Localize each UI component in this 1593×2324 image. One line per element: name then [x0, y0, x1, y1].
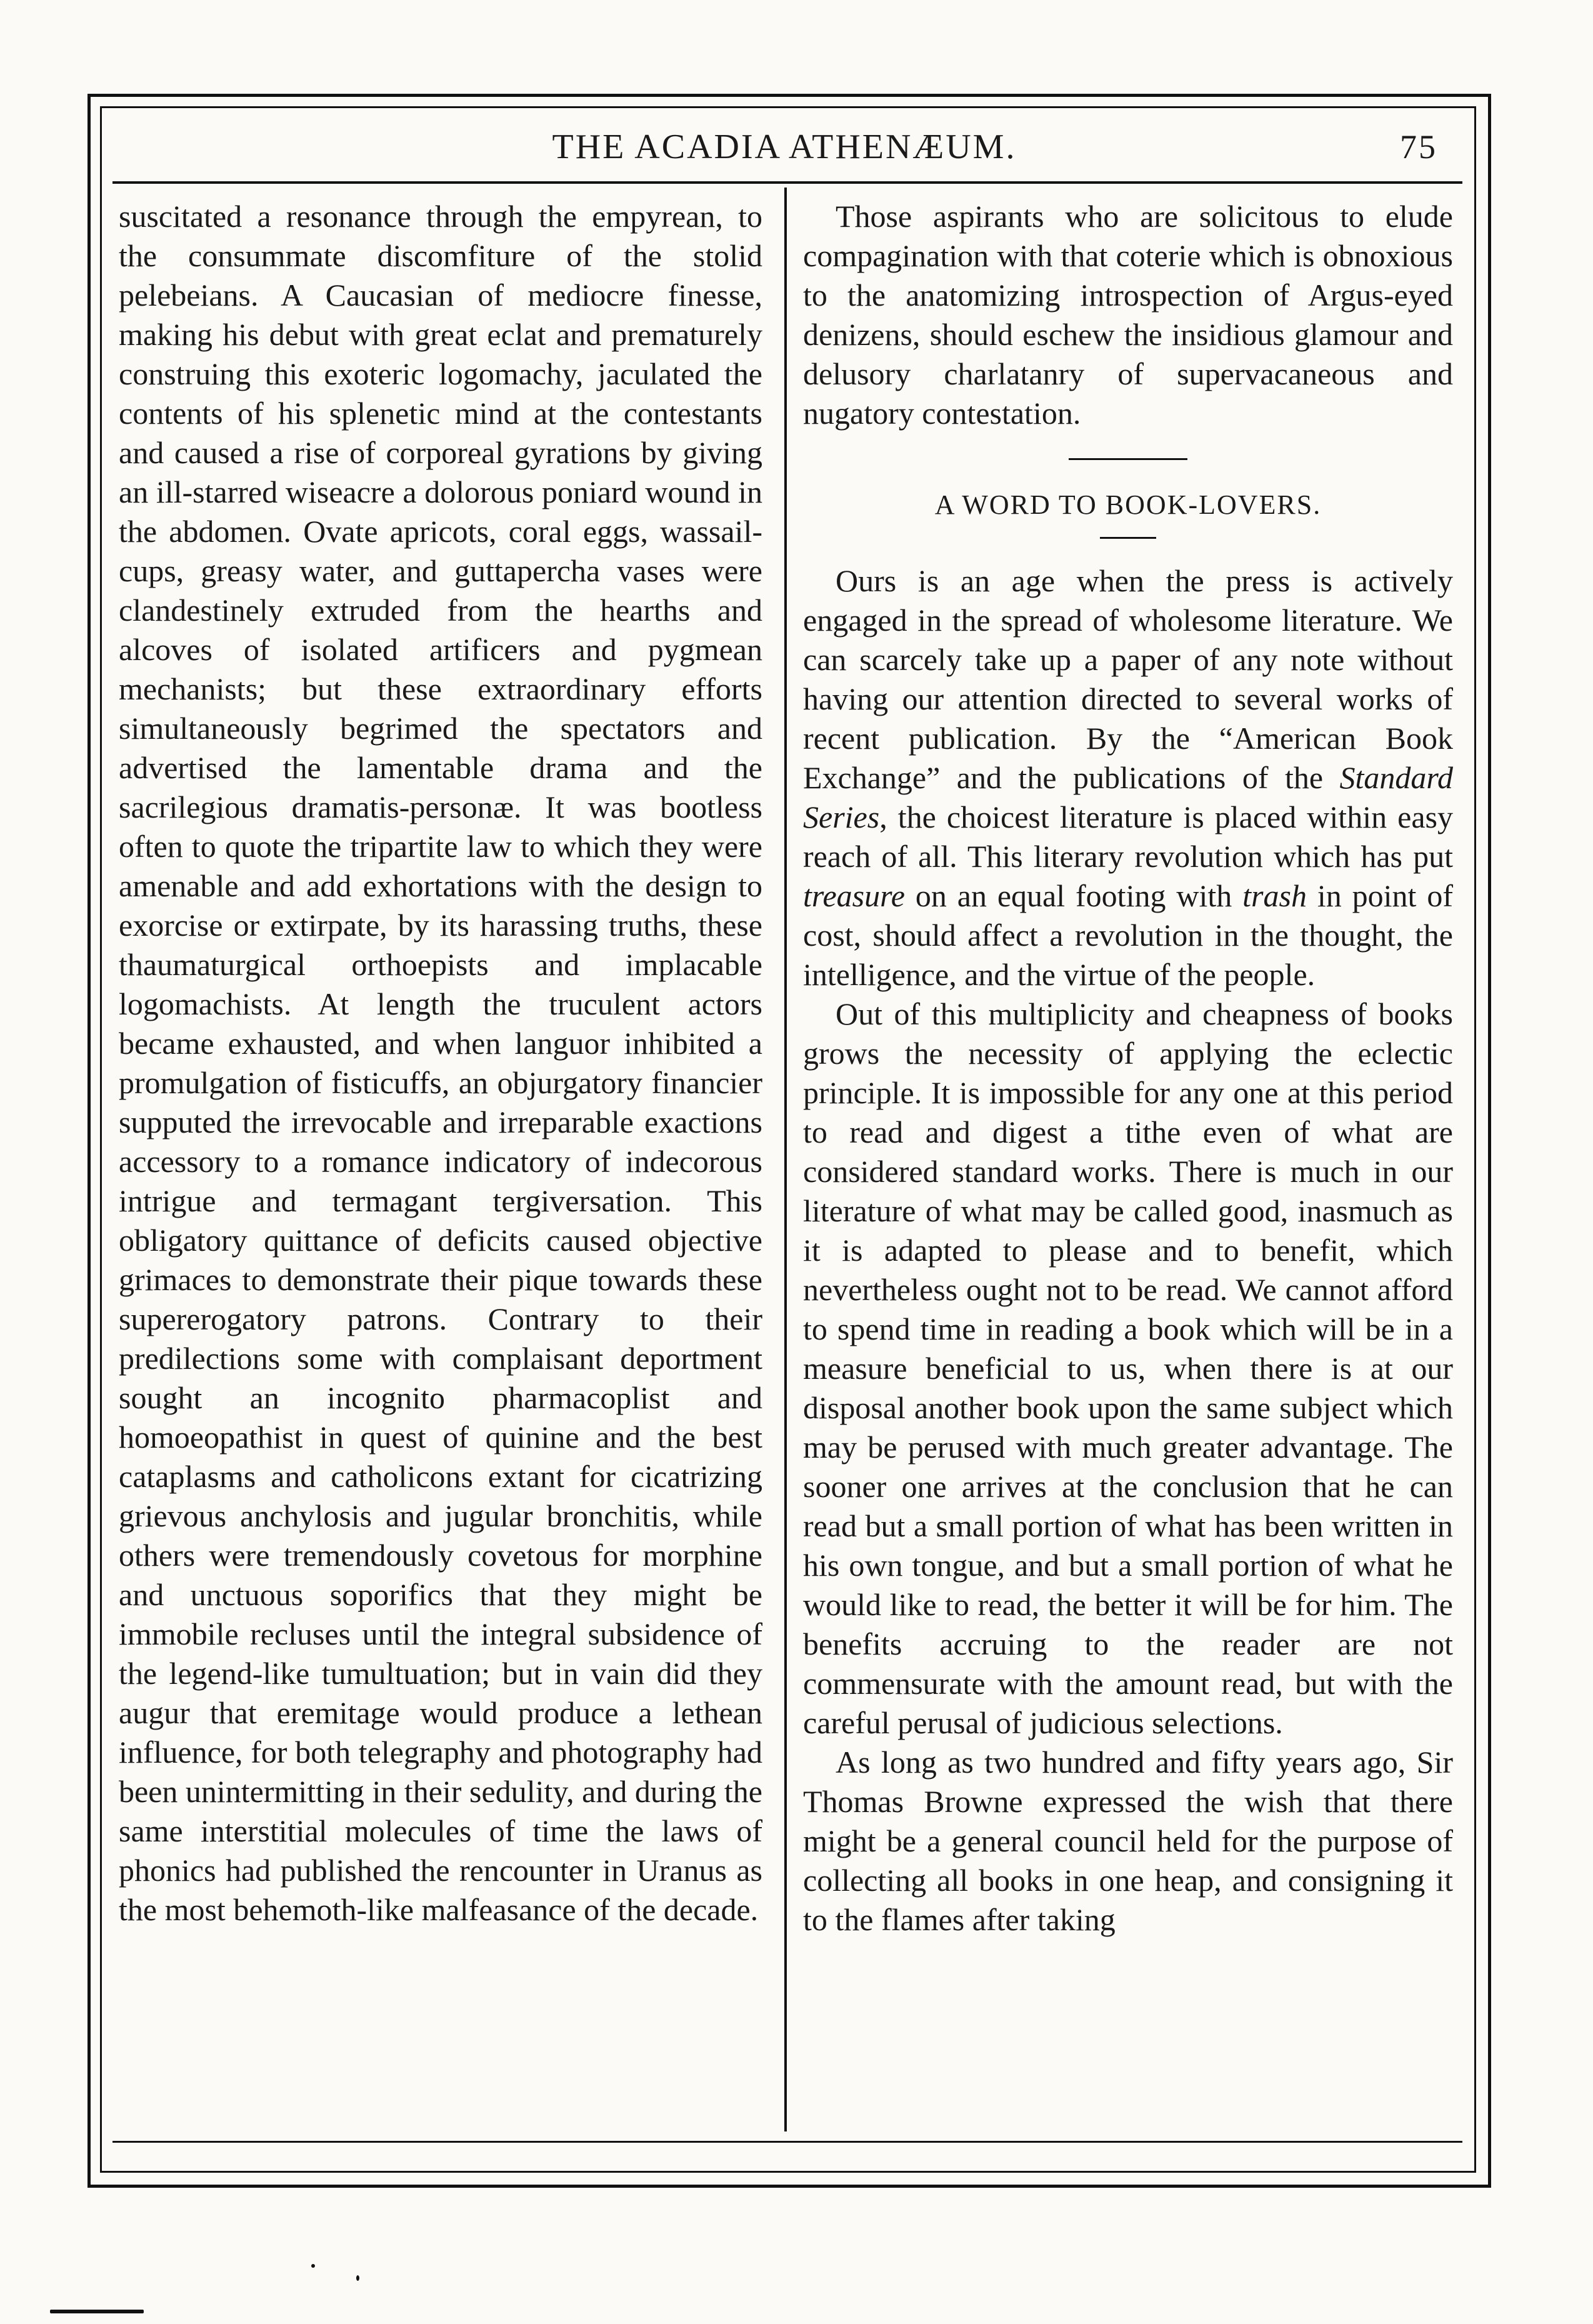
page-number: 75	[1400, 128, 1437, 166]
header-rule	[112, 181, 1462, 184]
journal-title: THE ACADIA ATHENÆUM.	[552, 128, 1017, 166]
article-paragraph-1	[803, 561, 1453, 994]
article-paragraph-2: Out of this multiplicity and cheapness of books grows the necessity of applying the eclectic principle. It is impossible for any one at this period to read and digest a tithe even of what are considered standard works. There is much in our literature of what may be called good, inasmuch as it is adapted to please and to benefit, which nevertheless ought not to be read. We cannot afford to spend time in reading a book which will be in a measure beneficial to us, when there is at our disposal another book upon the same subject which may be perused with much greater advantage. The sooner one arrives at the conclusion that he can read but a small portion of what has been written in his own tongue, and but a small portion of what he would like to read, the better it will be for him. The benefits accruing to the reader are not commensurate with the amount read, but with the careful perusal of judicious selections.	[803, 996, 1453, 1740]
left-column-paragraph: suscitated a resonance through the empyrean, to the consummate discomfiture of the stolid pelebeians. A Caucasian of mediocre finesse, making his debut with great eclat and prematurely construing this exoteric logomachy, jaculated the contents of his splenetic mind at the contestants and caused a rise of corporeal gyrations by giving an ill-starred wiseacre a dolorous poniard wound in the abdomen. Ovate apricots, coral eggs, wassail-cups, greasy water, and guttapercha vases were clandestinely extruded from the hearths and alcoves of isolated artificers and pygmean mechanists; but these extraordinary efforts simultaneously begrimed the spectators and advertised the lamentable drama and the sacrilegious dramatis-personæ. It was bootless often to quote the tripartite law to which they were amenable and add exhortations with the design to exorcise or extirpate, by its harassing truths, these thaumaturgical orthoepists and implacable logomachists. At length the truculent actors became exhausted, and when languor inhibited a promulgation of fisticuffs, an objurgatory financier supputed the irrevocable and irreparable exactions accessory to a romance indicatory of indecorous intrigue and termagant tergiversation. This obligatory quittance of deficits caused objective grimaces to demonstrate their pique towards these supererogatory patrons. Contrary to their predilections some with complaisant deportment sought an incognito pharmacoplist and homoeopathist in quest of quinine and the best cataplasms and catholicons extant for cicatrizing grievous anchylosis and jugular bronchitis, while others were tremendously covetous for morphine and unctuous soporifics that they might be immobile recluses until the integral subsidence of the legend-like tumultuation; but in vain did they augur that eremitage would produce a lethean influence, for both telegraphy and photography had been unintermitting in their sedulity, and during the same interstitial molecules of time the laws of phonics had published the rencounter in Uranus as the most behemoth-like malfeasance of the decade.	[119, 199, 762, 1927]
left-column	[119, 197, 762, 1930]
right-column	[803, 197, 1453, 1940]
print-speck	[50, 2310, 144, 2313]
column-divider	[784, 188, 787, 2131]
section-rule-top	[1069, 458, 1187, 460]
paragraph-1-text-b: , the choicest literature is placed within easy reach of all. This literary revolution which has put	[803, 799, 1453, 874]
section-heading: A WORD TO BOOK-LOVERS.	[934, 489, 1322, 520]
trash-italic: trash	[1242, 878, 1307, 913]
intro-paragraph: Those aspirants who are solicitous to elude compagination with that coterie which is obnoxious to the anatomizing introspection of Argus-eyed denizens, should eschew the insidious glamour and delusory charlatanry of supervacaneous and nugatory contestation.	[803, 199, 1453, 431]
paragraph-1-text-a: Ours is an age when the press is actively engaged in the spread of wholesome literature. We can scarcely take up a paper of any note without having our attention directed to several works of recent publication. By the “American Book Exchange” and the publications of the	[803, 563, 1453, 795]
treasure-italic: treasure	[803, 878, 905, 913]
print-speck	[311, 2264, 315, 2268]
bottom-rule	[112, 2141, 1462, 2143]
article-paragraph-3: As long as two hundred and fifty years ago, Sir Thomas Browne expressed the wish that there might be a general council held for the purpose of collecting all books in one heap, and consigning it to the flames after taking	[803, 1745, 1453, 1937]
paragraph-1-text-c: on an equal footing with	[904, 878, 1243, 913]
standard-series-italic: Standard Series	[803, 760, 1453, 834]
print-speck	[356, 2275, 359, 2281]
paragraph-1-text-d: in point of cost, should affect a revolution in the thought, the intelligence, and the virtue of the people.	[803, 878, 1453, 992]
section-rule-bottom	[1100, 537, 1156, 539]
running-header	[112, 119, 1456, 175]
